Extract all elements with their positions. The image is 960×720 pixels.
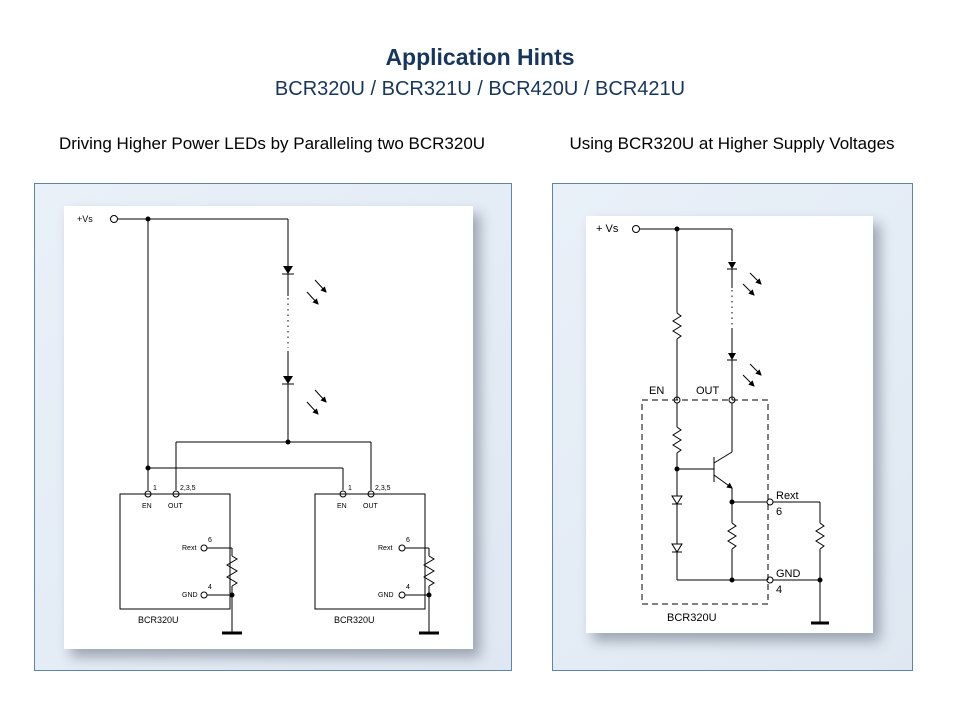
- pin-4-label: 4: [776, 584, 783, 596]
- svg-text:BCR320U: BCR320U: [138, 615, 179, 625]
- svg-text:EN: EN: [142, 503, 152, 510]
- en-resistor: [673, 313, 681, 339]
- rext-pin-label: Rext: [776, 490, 799, 502]
- internal-sense-resistor: [728, 523, 736, 549]
- vs-terminal: [111, 216, 118, 223]
- svg-text:GND: GND: [378, 592, 394, 599]
- left-schematic-svg: [64, 206, 473, 649]
- diode-2: [672, 544, 682, 552]
- svg-text:1: 1: [153, 485, 157, 492]
- svg-text:6: 6: [406, 537, 410, 544]
- vs-label-right: + Vs: [596, 223, 619, 235]
- left-panel-title: Driving Higher Power LEDs by Paralleling two BCR320U: [58, 134, 486, 153]
- svg-text:4: 4: [406, 584, 410, 591]
- svg-text:EN: EN: [337, 503, 347, 510]
- svg-text:6: 6: [208, 537, 212, 544]
- svg-text:Rext: Rext: [182, 545, 197, 552]
- out-pin-label: OUT: [696, 385, 720, 397]
- chip-name-right: BCR320U: [667, 612, 717, 624]
- slide-subtitle: BCR320U / BCR321U / BCR420U / BCR421U: [274, 78, 686, 100]
- npn-transistor: [714, 452, 732, 488]
- en-pin-label: EN: [649, 385, 665, 397]
- rext-resistor-1: [227, 556, 237, 586]
- chip-2: [315, 485, 425, 625]
- svg-text:OUT: OUT: [168, 503, 183, 510]
- vs-label: +Vs: [77, 214, 93, 224]
- gnd-pin-label: GND: [776, 568, 801, 580]
- right-schematic: [586, 216, 873, 633]
- rext-resistor-right: [816, 523, 824, 549]
- pin-6-label: 6: [776, 506, 783, 518]
- internal-resistor: [673, 427, 681, 453]
- svg-text:2,3,5: 2,3,5: [180, 485, 196, 492]
- vs-terminal-right: [633, 226, 640, 233]
- right-panel-title: Using BCR320U at Higher Supply Voltages: [569, 134, 895, 153]
- diode-1: [672, 496, 682, 504]
- svg-text:BCR320U: BCR320U: [334, 615, 375, 625]
- svg-text:GND: GND: [182, 592, 198, 599]
- right-schematic-svg: [586, 216, 873, 633]
- slide-title: Application Hints: [385, 44, 575, 70]
- svg-text:OUT: OUT: [363, 503, 378, 510]
- led-top: [282, 266, 326, 304]
- led-bottom: [282, 376, 326, 414]
- svg-text:1: 1: [348, 485, 352, 492]
- svg-text:2,3,5: 2,3,5: [375, 485, 391, 492]
- left-schematic: [64, 206, 473, 649]
- svg-text:4: 4: [208, 584, 212, 591]
- svg-text:Rext: Rext: [378, 545, 393, 552]
- chip-1: [120, 485, 230, 625]
